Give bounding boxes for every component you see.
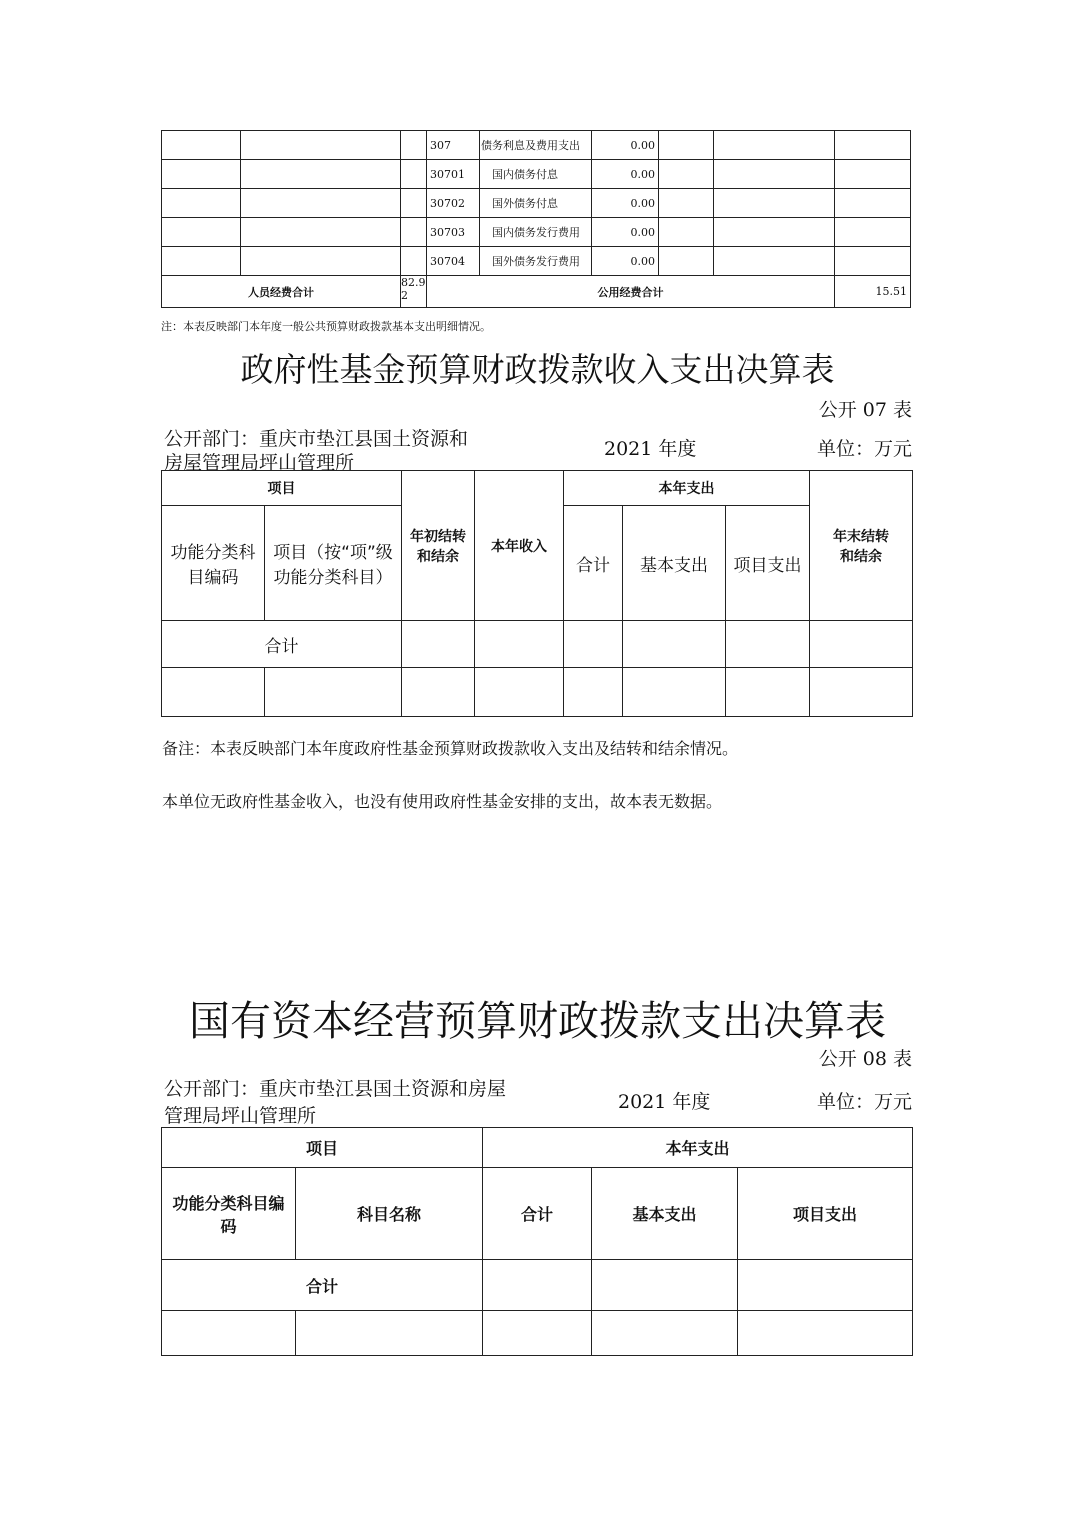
row-name: 国内债务付息 — [480, 160, 592, 189]
row-amount: 0.00 — [592, 131, 659, 160]
sc-cell — [592, 1311, 738, 1356]
section7-remark: 备注：本表反映部门本年度政府性基金预算财政拨款收入支出及结转和结余情况。 — [162, 739, 739, 758]
public-total-value: 15.51 — [835, 276, 911, 308]
row-amount: 0.00 — [592, 189, 659, 218]
public-total-label: 公用经费合计 — [427, 276, 835, 308]
gf-cell — [475, 621, 564, 668]
table-cell — [659, 131, 714, 160]
gf-cell — [162, 668, 265, 717]
gf-header-total: 合计 — [564, 506, 623, 621]
table1-note: 注：本表反映部门本年度一般公共预算财政拨款基本支出明细情况。 — [161, 320, 491, 333]
gf-header-func-code: 功能分类科目编码 — [162, 506, 265, 621]
sc-header-project-exp: 项目支出 — [738, 1168, 913, 1260]
table-cell — [659, 160, 714, 189]
gov-fund-table — [161, 470, 913, 717]
sc-cell — [296, 1311, 483, 1356]
gf-cell — [623, 621, 726, 668]
section7-dept-line1: 公开部门：重庆市垫江县国土资源和 — [164, 428, 469, 450]
gf-cell — [726, 668, 810, 717]
gf-cell — [564, 668, 623, 717]
gf-header-item-name: 项目（按“项”级功能分类科目） — [265, 506, 402, 621]
table-cell — [714, 218, 835, 247]
row-code: 30702 — [427, 189, 480, 218]
table-cell — [714, 189, 835, 218]
gf-cell — [623, 668, 726, 717]
sc-cell — [483, 1260, 592, 1311]
personnel-total-value: 82.92 — [401, 276, 427, 308]
gf-header-end-balance: 年末结转和结余 — [810, 471, 913, 621]
gf-cell — [810, 621, 913, 668]
sc-total-label: 合计 — [162, 1260, 483, 1311]
section8-table-no: 公开 08 表 — [818, 1048, 912, 1070]
table-cell — [714, 247, 835, 276]
gf-cell — [402, 621, 475, 668]
gf-header-begin-balance: 年初结转和结余 — [402, 471, 475, 621]
section8-title: 国有资本经营预算财政拨款支出决算表 — [189, 997, 886, 1045]
gf-cell — [810, 668, 913, 717]
section7-unit: 单位：万元 — [816, 438, 912, 460]
gf-header-basic: 基本支出 — [623, 506, 726, 621]
section7-statement: 本单位无政府性基金收入，也没有使用政府性基金安排的支出，故本表无数据。 — [162, 792, 723, 811]
gf-cell — [265, 668, 402, 717]
table-cell — [659, 247, 714, 276]
gf-cell — [475, 668, 564, 717]
table-cell — [714, 160, 835, 189]
row-code: 30701 — [427, 160, 480, 189]
sc-header-expense: 本年支出 — [483, 1128, 913, 1168]
table-row — [162, 131, 911, 160]
table-cell — [241, 218, 401, 247]
section8-dept-line1: 公开部门：重庆市垫江县国土资源和房屋 — [164, 1078, 507, 1100]
row-name: 国外债务付息 — [480, 189, 592, 218]
table-cell — [162, 131, 241, 160]
section8-year: 2021 年度 — [618, 1091, 711, 1113]
section7-table-no: 公开 07 表 — [818, 399, 912, 421]
section8-unit: 单位：万元 — [816, 1091, 912, 1113]
gf-cell — [402, 668, 475, 717]
row-name: 债务利息及费用支出 — [480, 131, 592, 160]
table-cell — [162, 218, 241, 247]
table-cell — [241, 131, 401, 160]
gf-cell — [564, 621, 623, 668]
table-cell — [401, 218, 427, 247]
table-cell — [162, 189, 241, 218]
gf-total-label: 合计 — [162, 621, 402, 668]
gf-header-expense: 本年支出 — [564, 471, 810, 506]
gf-header-project-exp: 项目支出 — [726, 506, 810, 621]
table-cell — [835, 189, 911, 218]
sc-cell — [162, 1311, 296, 1356]
table-row — [162, 189, 911, 218]
section7-title: 政府性基金预算财政拨款收入支出决算表 — [240, 350, 835, 389]
section7-dept-line2: 房屋管理局坪山管理所 — [164, 452, 355, 474]
sc-header-total: 合计 — [483, 1168, 592, 1260]
table-cell — [162, 247, 241, 276]
row-code: 30703 — [427, 218, 480, 247]
table-cell — [401, 189, 427, 218]
table-cell — [659, 218, 714, 247]
table-cell — [241, 160, 401, 189]
table-cell — [659, 189, 714, 218]
sc-header-subject-name: 科目名称 — [296, 1168, 483, 1260]
row-name: 国内债务发行费用 — [480, 218, 592, 247]
gf-cell — [726, 621, 810, 668]
state-capital-table — [161, 1127, 913, 1356]
row-code: 307 — [427, 131, 480, 160]
row-amount: 0.00 — [592, 218, 659, 247]
sc-cell — [483, 1311, 592, 1356]
row-amount: 0.00 — [592, 160, 659, 189]
sc-cell — [738, 1311, 913, 1356]
section7-year: 2021 年度 — [604, 438, 697, 460]
sc-cell — [738, 1260, 913, 1311]
table-cell — [835, 131, 911, 160]
gf-header-project: 项目 — [162, 471, 402, 506]
sc-header-project: 项目 — [162, 1128, 483, 1168]
table-cell — [241, 247, 401, 276]
table-cell — [714, 131, 835, 160]
table-cell — [835, 218, 911, 247]
table-cell — [835, 247, 911, 276]
table-cell — [401, 247, 427, 276]
sc-cell — [592, 1260, 738, 1311]
personnel-total-label: 人员经费合计 — [162, 276, 401, 308]
table-row — [162, 218, 911, 247]
section8-dept-line2: 管理局坪山管理所 — [164, 1105, 317, 1127]
table-row — [162, 247, 911, 276]
sc-header-basic: 基本支出 — [592, 1168, 738, 1260]
row-code: 30704 — [427, 247, 480, 276]
basic-expense-detail-table — [161, 130, 911, 308]
row-amount: 0.00 — [592, 247, 659, 276]
table-row — [162, 160, 911, 189]
gf-header-income: 本年收入 — [475, 471, 564, 621]
table-cell — [162, 160, 241, 189]
sc-header-func-code: 功能分类科目编码 — [162, 1168, 296, 1260]
row-name: 国外债务发行费用 — [480, 247, 592, 276]
table-cell — [835, 160, 911, 189]
table-cell — [241, 189, 401, 218]
table-cell — [401, 131, 427, 160]
table-cell — [401, 160, 427, 189]
